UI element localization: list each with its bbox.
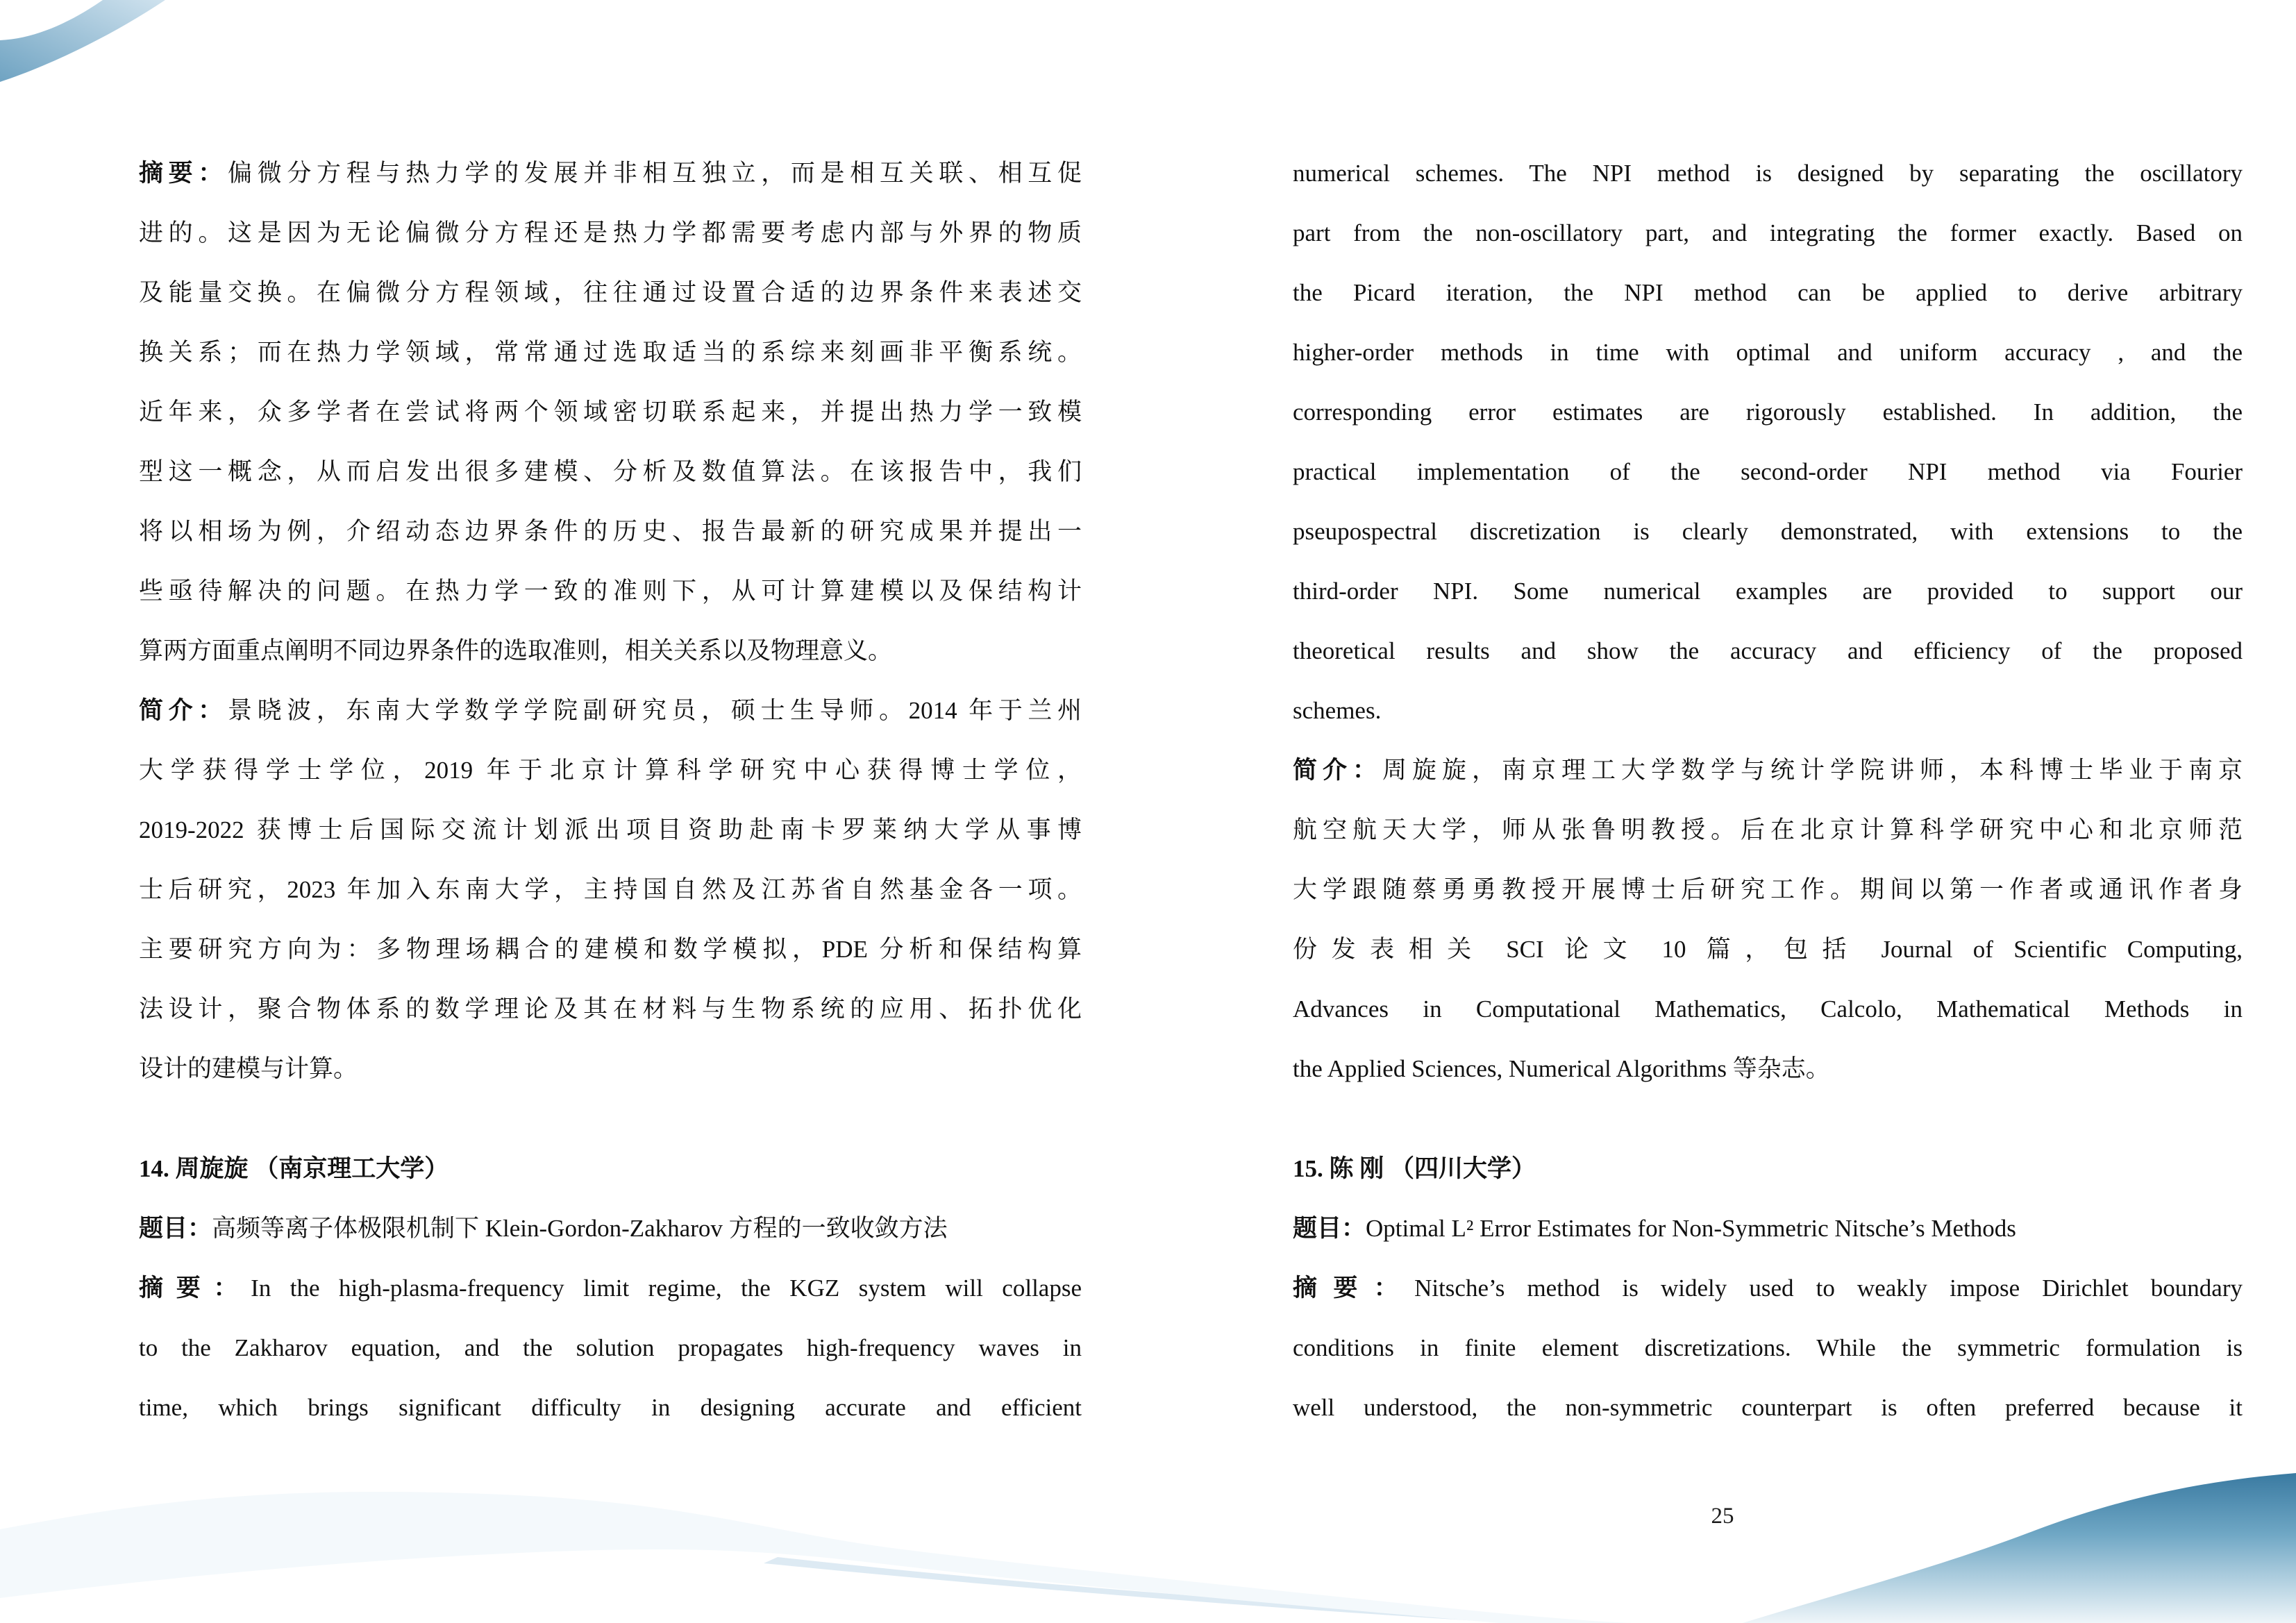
text-line	[139, 621, 1082, 681]
bottom-wave-decoration	[0, 1415, 2296, 1623]
line-text: 14. 周旋旋 （南京理工大学）	[139, 1155, 449, 1182]
line-text: In the high-plasma-frequency limit regime, the KGZ system will collapse	[251, 1275, 1082, 1302]
line-text: corresponding error estimates are rigorously established. In addition, the	[1293, 398, 2243, 426]
line-text: numerical schemes. The NPI method is designed by separating the oscillatory	[1293, 160, 2243, 187]
line-text: Nitsche’s method is widely used to weakly impose Dirichlet boundary	[1414, 1275, 2243, 1302]
page-24-text-column	[139, 144, 1082, 1438]
line-text: 进的。这是因为无论偏微分方程还是热力学都需要考虑内部与外界的物质	[139, 219, 1082, 246]
text-line	[1293, 681, 2243, 741]
text-line	[1293, 621, 2243, 681]
field-label: 简介：	[139, 697, 228, 724]
line-text: 大学获得学士学位，2019 年于北京计算科学研究中心获得博士学位，	[139, 757, 1082, 784]
field-label: 摘要：	[139, 1275, 251, 1302]
text-line	[139, 263, 1082, 323]
text-line	[139, 800, 1082, 860]
line-text: 设计的建模与计算。	[139, 1055, 358, 1082]
line-text: conditions in finite element discretizations. While the symmetric formulation is	[1293, 1334, 2243, 1361]
text-line	[1293, 442, 2243, 502]
text-line	[1293, 203, 2243, 263]
light-wave-shape	[0, 1492, 1632, 1623]
text-line	[139, 1259, 1082, 1318]
text-line	[139, 144, 1082, 203]
line-text: 景晓波，东南大学数学学院副研究员，硕士生导师。2014 年于兰州	[227, 697, 1082, 724]
corner-wave-icon	[0, 0, 167, 83]
line-text: 主要研究方向为：多物理场耦合的建模和数学模拟，PDE 分析和保结构算	[139, 936, 1082, 963]
text-line	[1293, 263, 2243, 323]
line-text: Optimal L² Error Estimates for Non-Symmetric Nitsche’s Methods	[1366, 1215, 2016, 1242]
text-line	[1293, 1318, 2243, 1378]
line-text: higher-order methods in time with optimal and uniform accuracy , and the	[1293, 339, 2243, 366]
text-line	[1293, 382, 2243, 442]
text-line	[1293, 1259, 2243, 1318]
field-label: 摘要：	[139, 160, 228, 187]
text-line	[139, 502, 1082, 562]
text-line	[1293, 562, 2243, 621]
text-line	[139, 323, 1082, 382]
field-label: 题目：	[1293, 1215, 1366, 1242]
text-line	[1293, 1199, 2243, 1259]
line-text: Advances in Computational Mathematics, Calcolo, Mathematical Methods in	[1293, 995, 2243, 1023]
field-label: 简介：	[1293, 757, 1382, 784]
text-line	[1293, 920, 2243, 979]
talk-heading-line	[139, 1139, 1082, 1199]
line-text: 士后研究，2023 年加入东南大学，主持国自然及江苏省自然基金各一项。	[139, 876, 1082, 903]
line-text: 将以相场为例，介绍动态边界条件的历史、报告最新的研究成果并提出一	[139, 518, 1082, 545]
line-text: 型这一概念，从而启发出很多建模、分析及数值算法。在该报告中，我们	[139, 458, 1082, 485]
line-text: 大学跟随蔡勇勇教授开展博士后研究工作。期间以第一作者或通讯作者身	[1293, 876, 2243, 903]
text-line	[1293, 144, 2243, 203]
text-line	[139, 979, 1082, 1039]
text-line	[1293, 800, 2243, 860]
line-text: 近年来，众多学者在尝试将两个领域密切联系起来，并提出热力学一致模	[139, 398, 1082, 426]
text-line	[139, 203, 1082, 263]
text-line	[139, 920, 1082, 979]
line-text: 高频等离子体极限机制下 Klein-Gordon-Zakharov 方程的一致收敛方法	[212, 1215, 948, 1242]
text-line	[1293, 502, 2243, 562]
text-line	[139, 562, 1082, 621]
talk-heading-line	[1293, 1139, 2243, 1199]
line-text: the Picard iteration, the NPI method can be applied to derive arbitrary	[1293, 279, 2243, 306]
text-line	[139, 741, 1082, 800]
line-text: third-order NPI. Some numerical examples are provided to support our	[1293, 578, 2243, 605]
text-line	[139, 1199, 1082, 1259]
line-text: well understood, the non-symmetric counterpart is often preferred because it	[1293, 1394, 2243, 1421]
dark-wave-shape	[1743, 1473, 2296, 1623]
line-text: time, which brings significant difficulty in designing accurate and efficient	[139, 1394, 1082, 1421]
line-text: 15. 陈 刚 （四川大学）	[1293, 1155, 1536, 1182]
page-number-right: 25	[1711, 1504, 1734, 1529]
line-text: 偏微分方程与热力学的发展并非相互独立，而是相互关联、相互促	[228, 160, 1082, 187]
line-text: to the Zakharov equation, and the solution propagates high-frequency waves in	[139, 1334, 1082, 1361]
line-text: part from the non-oscillatory part, and integrating the former exactly. Based on	[1293, 219, 2243, 246]
text-line	[139, 1039, 1082, 1099]
line-text: pseupospectral discretization is clearly demonstrated, with extensions to the	[1293, 518, 2243, 545]
text-line	[139, 442, 1082, 502]
line-text: 航空航天大学，师从张鲁明教授。后在北京计算科学研究中心和北京师范	[1293, 816, 2243, 843]
field-label: 摘要：	[1293, 1275, 1415, 1302]
line-text: 2019-2022 获博士后国际交流计划派出项目资助赴南卡罗莱纳大学从事博	[139, 816, 1082, 843]
line-text: 算两方面重点阐明不同边界条件的选取准则，相关关系以及物理意义。	[139, 637, 893, 664]
field-label: 题目：	[139, 1215, 212, 1242]
line-text: practical implementation of the second-order NPI method via Fourier	[1293, 458, 2243, 485]
text-line	[1293, 323, 2243, 382]
text-line	[139, 382, 1082, 442]
page-25-text-column	[1293, 144, 2243, 1438]
line-text: 份发表相关 SCI 论文 10 篇，包括 Journal of Scientific Computing,	[1293, 936, 2243, 963]
text-line	[1293, 741, 2243, 800]
line-text: 些亟待解决的问题。在热力学一致的准则下，从可计算建模以及保结构计	[139, 578, 1082, 605]
line-text: the Applied Sciences, Numerical Algorithms 等杂志。	[1293, 1055, 1830, 1082]
line-text: 及能量交换。在偏微分方程领域，往往通过设置合适的边界条件来表述交	[139, 279, 1082, 306]
line-text: 周旋旋，南京理工大学数学与统计学院讲师，本科博士毕业于南京	[1382, 757, 2243, 784]
text-line	[139, 860, 1082, 920]
text-line	[139, 681, 1082, 741]
text-line	[139, 1318, 1082, 1378]
text-line	[1293, 979, 2243, 1039]
line-text: 法设计，聚合物体系的数学理论及其在材料与生物系统的应用、拓扑优化	[139, 995, 1082, 1023]
line-text: 换关系；而在热力学领域，常常通过选取适当的系综来刻画非平衡系统。	[139, 339, 1082, 366]
text-line	[1293, 860, 2243, 920]
text-line	[1293, 1039, 2243, 1099]
corner-wave-shape	[0, 0, 165, 82]
line-text: schemes.	[1293, 697, 1382, 724]
line-text: theoretical results and show the accuracy and efficiency of the proposed	[1293, 637, 2243, 664]
